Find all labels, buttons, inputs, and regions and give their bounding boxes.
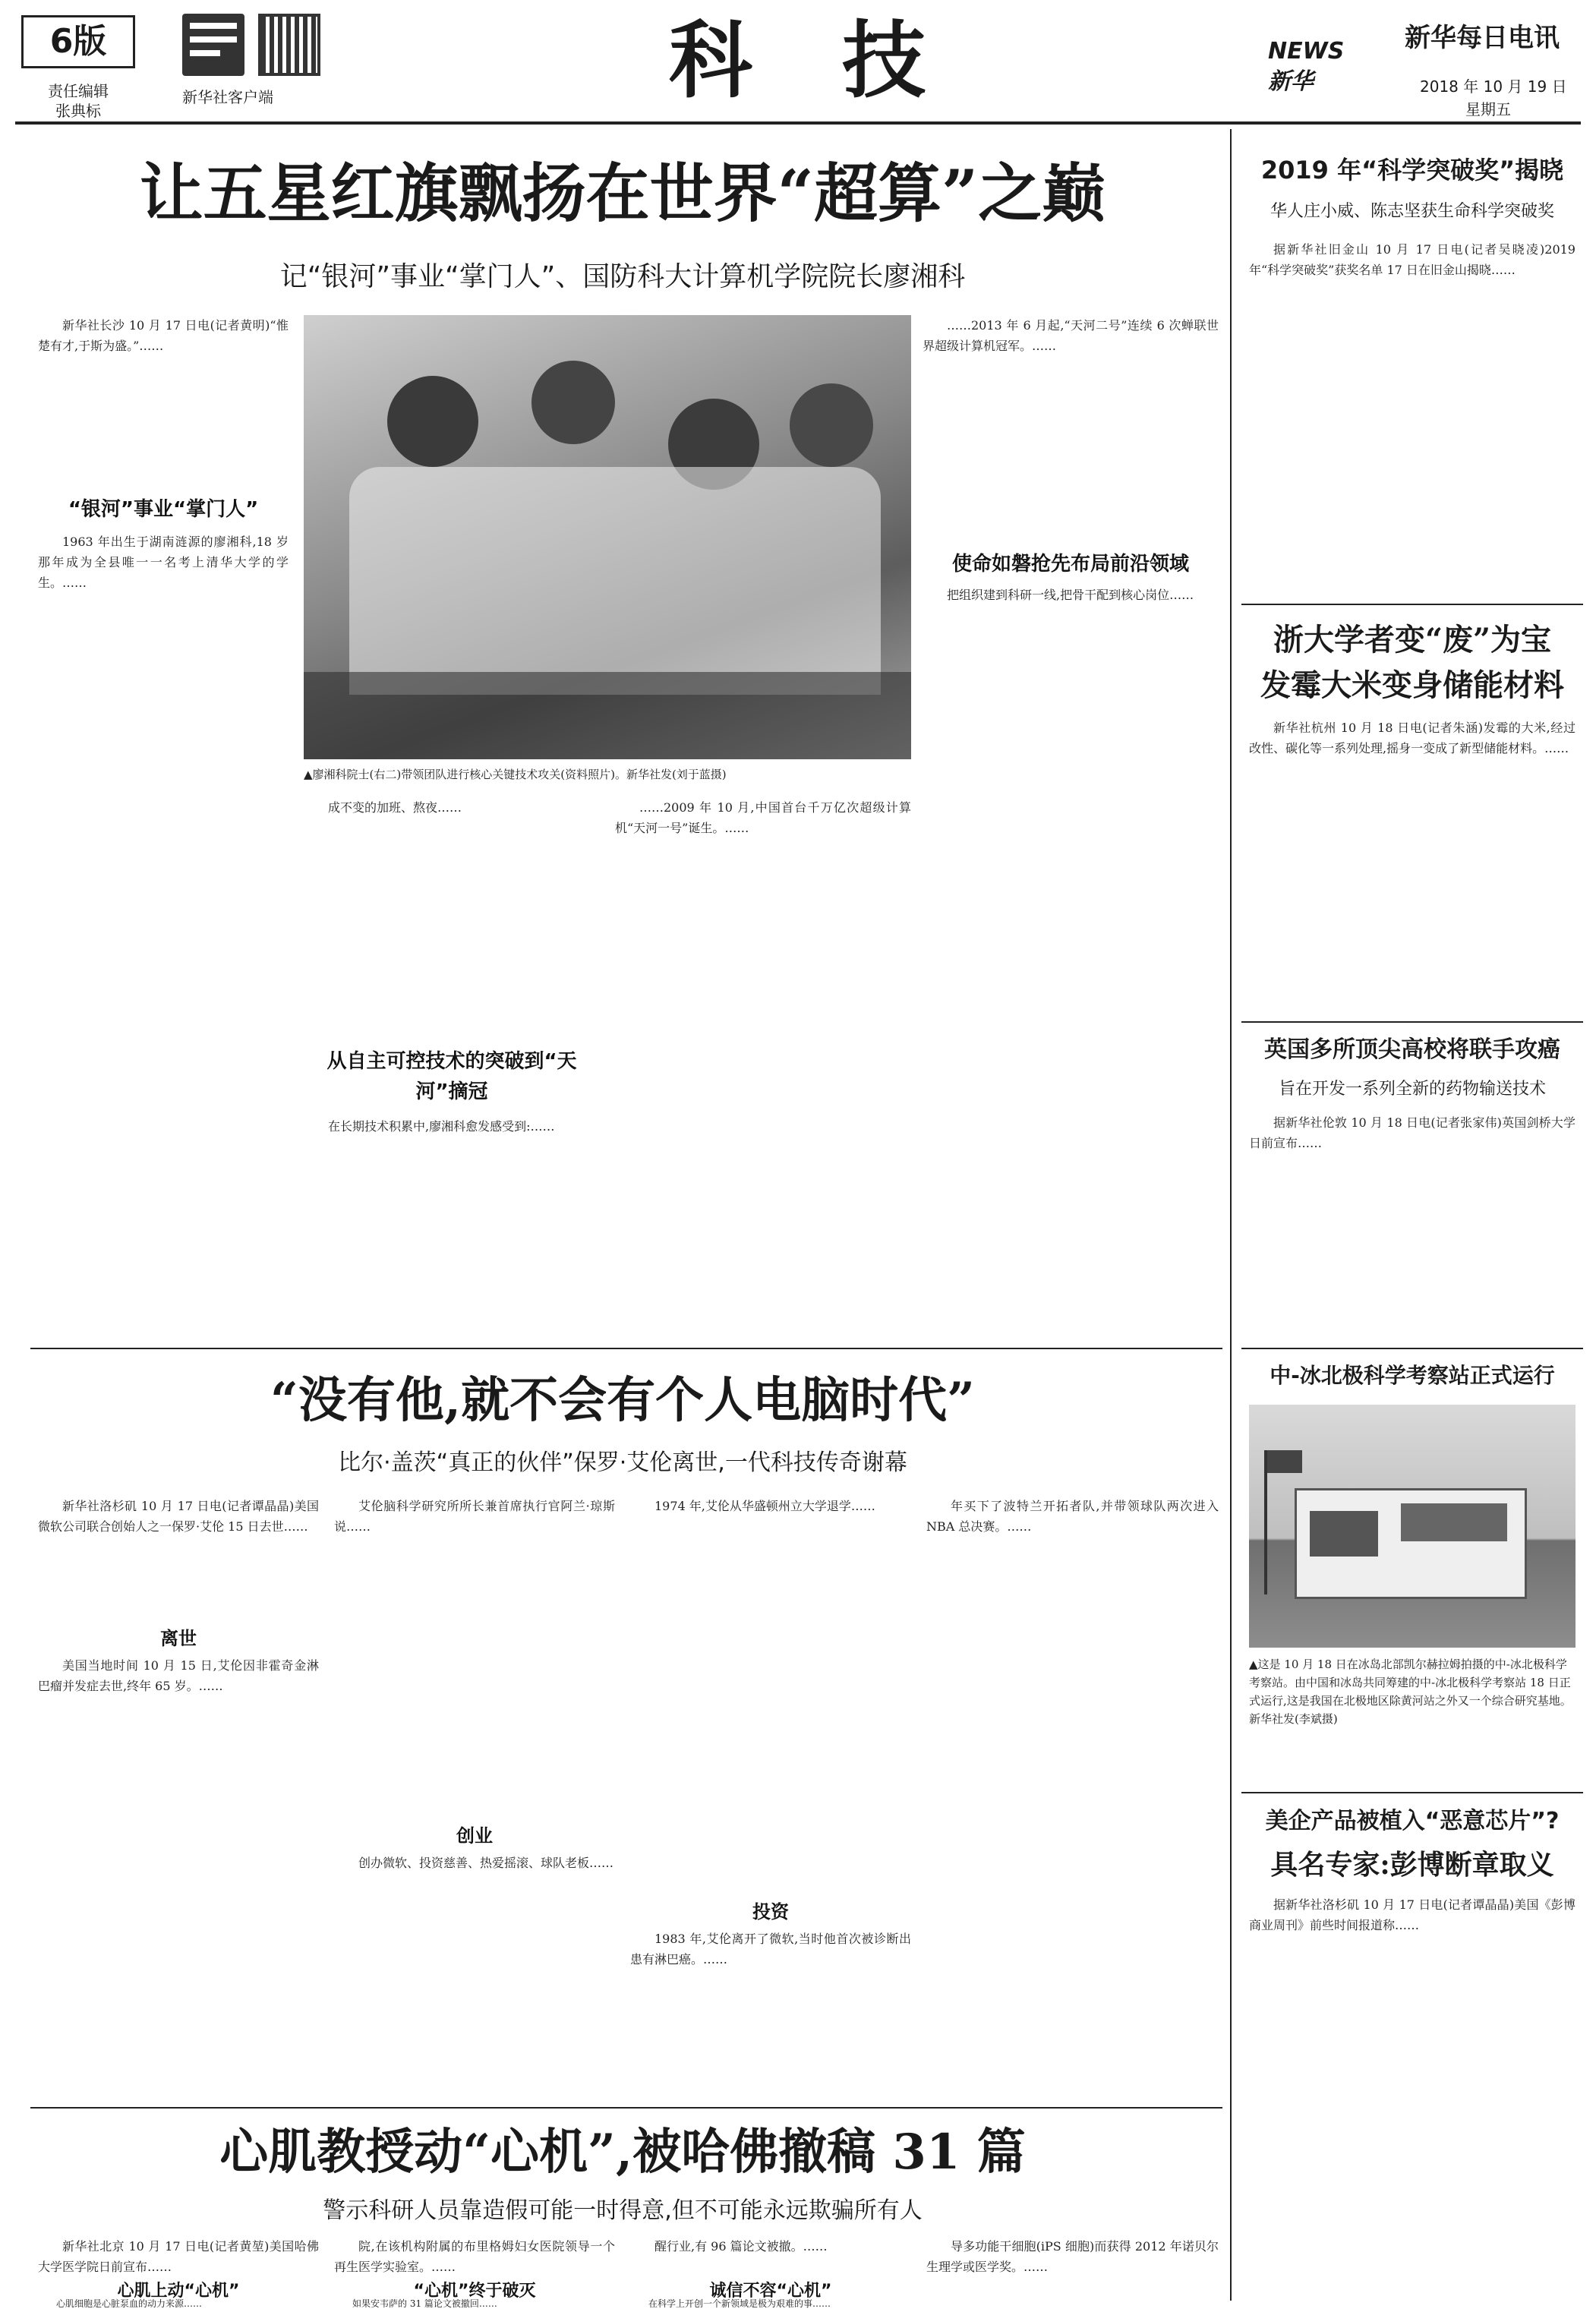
- allen-column-2a: 艾伦脑科学研究所所长兼首席执行官阿兰·琼斯说……: [334, 1499, 615, 1534]
- chip-headline-2: 具名专家:彭博断章取义: [1270, 1849, 1554, 1881]
- rice-headline-2: 发霉大米变身储能材料: [1260, 667, 1564, 703]
- lead-photo: [304, 315, 911, 759]
- right-rule-4: [1241, 1792, 1583, 1793]
- breakthrough-body: 据新华社旧金山 10 月 17 日电(记者吴晓凌)2019 年“科学突破奖”获奖名单 17 日在旧金山揭晓……: [1249, 242, 1575, 277]
- heart-column-3b: 在科学上开创一个新领域是极为艰难的事……: [648, 2298, 831, 2309]
- allen-column-1a: 新华社洛杉矶 10 月 17 日电(记者谭晶晶)美国微软公司联合创始人之一保罗·艾伦 15 日去世……: [38, 1499, 319, 1534]
- chip-headline-1: 美企产品被植入“恶意芯片”?: [1265, 1808, 1560, 1834]
- rice-body: 新华社杭州 10 月 18 日电(记者朱涵)发霉的大米,经过改性、碳化等一系列处理,摇身一变成了新型储能材料。……: [1249, 721, 1575, 755]
- right-rule-2: [1241, 1021, 1583, 1023]
- allen-column-4: 年买下了波特兰开拓者队,并带领球队两次进入 NBA 总决赛。……: [926, 1499, 1219, 1534]
- paper-name: 新华每日电讯: [1405, 23, 1560, 53]
- lead-subtitle: 记“银河”事业“掌门人”、国防科大计算机学院院长廖湘科: [279, 261, 966, 292]
- breakthrough-headline: 2019 年“科学突破奖”揭晓: [1260, 156, 1564, 185]
- heart-column-4: 导多功能干细胞(iPS 细胞)而获得 2012 年诺贝尔生理学或医学奖。……: [926, 2239, 1219, 2274]
- lead-subhead-2: 从自主可控技术的突破到“天河”摘冠: [326, 1050, 577, 1103]
- section-title: 科 技: [668, 11, 957, 109]
- allen-column-3b: 1983 年,艾伦离开了微软,当时他首次被诊断出患有淋巴癌。……: [630, 1932, 911, 1967]
- heart-subhead-2: “心机”终于破灭: [413, 2282, 536, 2301]
- cancer-headline: 英国多所顶尖高校将联手攻癌: [1264, 1036, 1560, 1063]
- heart-column-3a: 醒行业,有 96 篇论文被撤。……: [654, 2239, 828, 2254]
- lead-bottom-rule: [30, 1348, 1222, 1349]
- lead-column-1a: 新华社长沙 10 月 17 日电(记者黄明)“惟楚有才,于斯为盛。”……: [38, 318, 289, 353]
- xinhua-logo: [182, 14, 244, 76]
- lead-headline: 让五星红旗飘扬在世界“超算”之巅: [139, 156, 1106, 231]
- allen-bottom-rule: [30, 2107, 1222, 2109]
- lead-column-2b: 在长期技术积累中,廖湘科愈发感受到:……: [328, 1119, 555, 1134]
- chip-body: 据新华社洛杉矶 10 月 17 日电(记者谭晶晶)美国《彭博商业周刊》前些时间报道称……: [1249, 1897, 1575, 1932]
- editor-name: 张典标: [55, 102, 101, 120]
- lead-subhead-1: “银河”事业“掌门人”: [68, 498, 259, 521]
- page-number: 6版: [21, 15, 135, 68]
- masthead-rule: [15, 121, 1581, 125]
- news-logo: NEWS 新华: [1268, 38, 1345, 95]
- allen-column-2b: 创办微软、投资慈善、热爱摇滚、球队老板……: [358, 1856, 614, 1870]
- right-rule-3: [1241, 1348, 1583, 1349]
- masthead: [0, 0, 1596, 125]
- qr-code-icon[interactable]: [258, 14, 320, 76]
- heart-headline: 心肌教授动“心机”,被哈佛撤稿 31 篇: [219, 2124, 1026, 2181]
- lead-column-1b: 1963 年出生于湖南涟源的廖湘科,18 岁那年成为全县唯一一名考上清华大学的学生。……: [38, 535, 289, 590]
- lead-column-4a: ……2013 年 6 月起,“天河二号”连续 6 次蝉联世界超级计算机冠军。……: [923, 318, 1219, 353]
- client-text: 新华社客户端: [182, 88, 273, 106]
- arctic-headline: 中-冰北极科学考察站正式运行: [1270, 1363, 1555, 1388]
- allen-column-3a: 1974 年,艾伦从华盛顿州立大学退学……: [654, 1499, 875, 1513]
- heart-column-2b: 如果安韦萨的 31 篇论文被撤回……: [352, 2298, 497, 2309]
- allen-subhead-mid: 创业: [456, 1825, 493, 1847]
- lead-column-4b: 把组织建到科研一线,把骨干配到核心岗位……: [947, 588, 1194, 602]
- editor-label: 责任编辑: [48, 82, 109, 100]
- allen-headline: “没有他,就不会有个人电脑时代”: [270, 1372, 975, 1429]
- lead-subhead-3: 使命如磐抢先布局前沿领域: [951, 553, 1189, 576]
- right-column-divider: [1230, 129, 1232, 2301]
- cancer-body: 据新华社伦敦 10 月 18 日电(记者张家伟)英国剑桥大学日前宣布……: [1249, 1115, 1575, 1150]
- heart-column-1b: 心肌细胞是心脏泵血的动力来源……: [56, 2298, 203, 2309]
- heart-column-1a: 新华社北京 10 月 17 日电(记者黄堃)美国哈佛大学医学院日前宣布……: [38, 2239, 319, 2274]
- issue-date: 2018 年 10 月 19 日: [1420, 77, 1567, 96]
- allen-subhead-right: 投资: [752, 1901, 789, 1922]
- lead-photo-caption: ▲廖湘科院士(右二)带领团队进行核心关键技术攻关(资料照片)。新华社发(刘于蓝摄): [304, 768, 727, 781]
- heart-subtitle: 警示科研人员靠造假可能一时得意,但不可能永远欺骗所有人: [323, 2197, 923, 2224]
- allen-subtitle: 比尔·盖茨“真正的伙伴”保罗·艾伦离世,一代科技传奇谢幕: [338, 1449, 907, 1476]
- allen-subhead-left: 离世: [160, 1628, 197, 1649]
- right-rule-1: [1241, 604, 1583, 605]
- heart-column-2a: 院,在该机构附属的布里格姆妇女医院领导一个再生医学实验室。……: [334, 2239, 615, 2274]
- lead-column-2a: 成不变的加班、熬夜……: [328, 800, 462, 815]
- cancer-subtitle: 旨在开发一系列全新的药物输送技术: [1278, 1080, 1546, 1099]
- heart-subhead-1: 心肌上动“心机”: [117, 2282, 240, 2301]
- breakthrough-subtitle: 华人庄小威、陈志坚获生命科学突破奖: [1270, 202, 1554, 221]
- heart-subhead-3: 诚信不容“心机”: [709, 2282, 832, 2301]
- arctic-caption: ▲这是 10 月 18 日在冰岛北部凯尔赫拉姆拍摄的中-冰北极科学考察站。由中国和冰岛共同筹建的中-冰北极科学考察站 18 日正式运行,这是我国在北极地区除黄河站之外又一个综合研究基地。 新华社发(李斌摄): [1249, 1658, 1572, 1726]
- arctic-photo: [1249, 1405, 1575, 1648]
- allen-column-1b: 美国当地时间 10 月 15 日,艾伦因非霍奇金淋巴瘤并发症去世,终年 65 岁。……: [38, 1658, 319, 1693]
- issue-weekday: 星期五: [1465, 100, 1511, 118]
- lead-column-3: ……2009 年 10 月,中国首台千万亿次超级计算机“天河一号”诞生。……: [615, 800, 911, 835]
- rice-headline-1: 浙大学者变“废”为宝: [1273, 622, 1551, 658]
